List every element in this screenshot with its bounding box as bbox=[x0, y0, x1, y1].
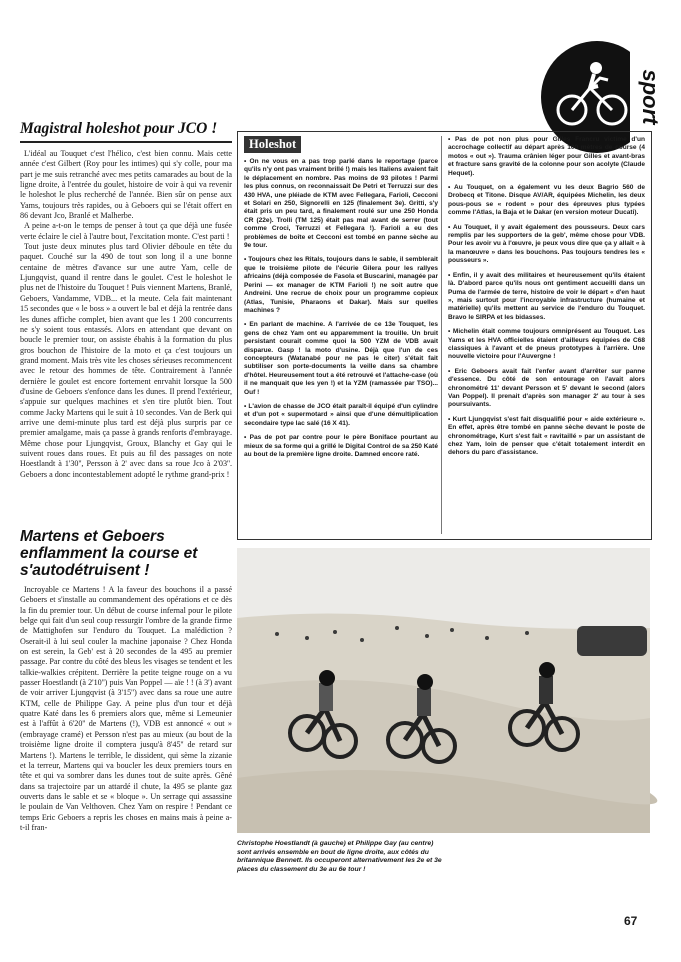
article2-body bbox=[20, 585, 232, 833]
holeshot-title: Holeshot bbox=[244, 136, 301, 153]
holeshot-item: • Michelin était comme toujours omniprésent au Touquet. Les Yams et les HVA officielles étaient d'ailleurs équipées de C68 classiques à l'avant et de pneus prototypes à l'arrière. Une nouvelle victoire pour l'Auvergne ! bbox=[448, 328, 645, 361]
holeshot-item: • Enfin, il y avait des militaires et heureusement qu'ils étaient là. D'abord parce qu'ils nous ont gentiment accueilli dans un Puma de l'armée de terre, histoire de voir le départ « d'en haut », mais surtout pour l'incroyable infrastructure (humaine et matérielle) qu'ils mettent au service de l'enduro du Touquet. Bravo le SIRPA et les bidasses. bbox=[448, 271, 645, 321]
holeshot-item: • Au Touquet, il y avait également des pousseurs. Deux cars remplis par les supporters de la geb', même chose pour VDB. Pour les avoir vu à l'œuvre, je peux vous dire que ça y allait « à la manœuvre » dans les bouchons. Pas toujours tendres les « pousseurs ». bbox=[448, 223, 645, 265]
holeshot-sidebar-box bbox=[237, 131, 652, 540]
article1-paragraph: A peine a-t-on le temps de penser à tout ça que déjà une fusée verte éclaire le ciel à l'autre bout, l'excitation monte. C'est parti ! bbox=[20, 221, 232, 241]
article1-paragraph: Tout juste deux minutes plus tard Olivier déboule en tête du paquet. Couché sur la 490 de tout son long il a une bonne centaine de mètres d'avance sur une autre Yam, celle de Ljungqvist, quand il rentre dans le goulet. C'est le holeshot le plus net de l'histoire du Touquet ! Puis viennent Martens, Branlé, Geboers, Vandamme, VDB... et la meute. Cela fait maintenant 15 secondes que « le boss » a ouvert le bal et déjà la rentrée dans les dunes affiche complet, bien avant que les 1 200 concurrents ne s'y soient tous entassés. Alors en attendant que devant on boucle le premier tour, on assiste ébahis à la formation du plus gros bouchon de l'histoire de la moto et ça c'est toujours un grand moment. Mais très vite les choses sérieuses recommencent avec le retour des hommes de tête. Contrairement à l'année dernière le goulet est encore fortement enrvahit lorsque la 500 d'usine de Geboers s'enfonce dans les dunes. Il prend l'extérieur, s'appuie sur quelques machines et s'en tire plutôt bien. Tout comme Jacky Martens qui le suit à 10 secondes. Van de Berk qui arrive une demi-minute plus tard est déjà plus surpris par ce premier amalgame, mais ça passe à grands renforts d'embrayage. Même chose pour Ljungqvist, Groux, Blanchy et Gay qui le suivent roues dans roues. Et puis au fil des passages on note Hoestlandt à 1'30'', Persson à 2' avec dans sa roue Jco à 2'03''. Geboers a donc incontestablement adopté le rythme grand-prix ! bbox=[20, 242, 232, 479]
article-holeshot bbox=[20, 120, 232, 480]
photo-caption: Christophe Hoestlandt (à gauche) et Philippe Gay (au centre) sont arrivés ensemble en bout de ligne droite, aux côtés du britannique Bennett. Ils occuperont alternativement les 2e et 3e places du classement du 3e au 6e tour ! bbox=[237, 840, 442, 873]
holeshot-item: • En parlant de machine. A l'arrivée de ce 13e Touquet, les gens de chez Yam ont eu apparemment la trouille. Un bruit persistant courait comme quoi la 500 YZM de VDB avait disparue. Gasp ! la moto d'usine. Déjà que l'un de ces concepteurs (Watanabé pour ne pas le citer) s'était fait subtiliser son porte-documents la veille dans sa chambre d'hôtel. Heureusement tout a été retrouvé et l'attache-case (où il ne manquait que les yen !) et la YZM (ramassée par TSO)... Ouf ! bbox=[244, 321, 438, 396]
holeshot-item: • Au Touquet, on a également vu les deux Bagrio 560 de Drobecq et Titone. Disque AV/AR, équipées Michelin, les deux pous-pous se « rodent » pour des épreuves plus typées comme l'Atlas, la Baja et le Dakar (en version moteur Ducati). bbox=[448, 184, 645, 217]
holeshot-item: • L'avion de chasse de JCO était paraît-il équipé d'un cylindre et d'un pot « supermotard » ainsi que d'une démultiplication secondaire type lac salé (16 X 41). bbox=[244, 402, 438, 427]
holeshot-left-column bbox=[244, 158, 438, 465]
article1-title: Magistral holeshot pour JCO ! bbox=[20, 120, 232, 143]
race-photo bbox=[237, 548, 650, 833]
holeshot-item: • Kurt Ljungqvist s'est fait disqualifié pour « aide extérieure ». En effet, après être tombé en panne sèche devant le poste de chronométrage, Kurt s'est fait « ravitaillé » par un assistant de chez Yam, loin de penser que c'était totalement interdit en dehors du parc d'assistance. bbox=[448, 415, 645, 457]
holeshot-item: • Pas de pot par contre pour le père Boniface pourtant au mieux de sa forme qui a grillé le Digital Control de sa 250 Katé au bout de la première ligne droite. Damned encore raté. bbox=[244, 434, 438, 458]
article1-paragraph: L'idéal au Touquet c'est l'hélico, c'est bien connu. Mais cette année c'est Gilbert (Roy pour les intimes) qui s'y colle, pour ma part je me suis retranché avec mes petits camarades au bout de la ligne droite, à l'entrée du goulet, histoire de voir à qui va revenir le holeshot le plus recherché de l'année. Bien sûr on pense aux Yams, toujours très rapides, ou à Geboers qui se l'était offert en 86 devant Jco, Branlé et Malherbe. bbox=[20, 149, 232, 221]
article2-title: Martens et Geboers enflamment la course et s'autodétruisent ! bbox=[20, 528, 198, 579]
holeshot-item: • Eric Geboers avait fait l'enfer avant d'arrêter sur panne d'essence. Du côté de son entourage on l'avait alors chronométré 11' devant Persson et 5' devant le second (alors Van Poppel). Il prenait d'après son manager 2' au tour à ses poursuivants. bbox=[448, 367, 645, 409]
column-divider bbox=[441, 136, 442, 534]
article2-paragraph: Incroyable ce Martens ! A la faveur des bouchons il a passé Geboers et s'installe au commandement des opérations et ce dès la fin du premier tour. Un début de course infernal pour le pilote belge qui fait d'un seul coup ressurgir l'ombre de la grande firme de Mattighofen sur l'enduro du Touquet. La malédiction ? Oserait-il à lui seul couler la machine japonaise ? Chez Honda on est serein, la Geb' est à 20 secondes de la 495 au premier passage. Par contre du côté des bleus les visages se tendent et les talkie-walkies crépitent. Derrière la petite teigne rouge on a vu passer Hoestlandt (à 2'10'') puis Van Poppel — aïe ! ! (à 3') avant de voir arriver Ljungqvist (à 3'15'') avec dans sa roue une autre KTM, celle de Philippe Gay. A peine plus d'un tour et déjà quatre Katé dans les 6 premiers alors que, même si Lemeunier est à l'affût à 6'20'' de Martens (!), VDB est annoncé « out » (embrayage cramé) et Persson n'est pas au mieux (au bout de la troisième ligne droite il comptera jusqu'à 8'45'' de retard sur Martens !). Martens le terrible, le dissident, qui sème la zizanie et la terreur, Martens qui va boucler les deux premiers tours en tête et qui va sombrer dans les dunes tout de suite après. Gêné dans sa trajectoire par un attardé il chute, la 495 se plante gaz ouverts dans le sable et se « bloque ». Un serrage qui assassine le poulain de Van Velthoven. Chez Yam on respire ! Pendant ce temps Eric Geboers a repris les choses en mains mais à peine a-t-il fran- bbox=[20, 585, 232, 832]
holeshot-item: • On ne vous en a pas trop parlé dans le reportage (parce qu'ils n'y ont pas vraiment brillé !) mais les Italiens avaient fait le déplacement en nombre. Pas moins de 93 pilotes ! Parmi les plus connus, on reconnaissait De Petri et Terruzzi sur des 430 HVA, une pléiade de KTM avec Fellegara, Farioli, Cecconi et Solari en 250, Signorelli en 125 (finalement 3e). Gritti, s'y était pris un peu tard, a finalement roulé sur une 250 Honda CR (22e). Trolli (TM 125) était pas mal avant de serrer (tout comme Croci, Terruzzi et Fellegara !). Farioli a eu des problèmes de boîte et Cecconi est tombé en panne sèche au 9e tour. bbox=[244, 158, 438, 250]
article1-body bbox=[20, 149, 232, 480]
logo-text: sport bbox=[638, 69, 663, 125]
holeshot-item: • Toujours chez les Ritals, toujours dans le sable, il semblerait que le troisième pilote de l'écurie Gilera pour les rallyes africains (déjà composée de Fasola et Buscarini, managée par Perini — ex manager de KTM Farioli !) ne soit autre que Andreini. Une recrue de choix pour un programme copieux (Atlas, Tunisie, Pharaons et Dakar). Mais sur quelles machines ? bbox=[244, 256, 438, 314]
page-number: 67 bbox=[624, 914, 638, 928]
article-martens-geboers bbox=[20, 528, 232, 833]
holeshot-item: • Pas de pot non plus pour Gilles Francru victime d'un accrochage collectif au départ après 100 mètres de course (4 motos « out »). Trauma crânien léger pour Gilles et avant-bras et fracture sans gravité de la colonne pour son acolyte (Claude Hequet). bbox=[448, 136, 645, 177]
holeshot-right-column bbox=[448, 136, 645, 464]
